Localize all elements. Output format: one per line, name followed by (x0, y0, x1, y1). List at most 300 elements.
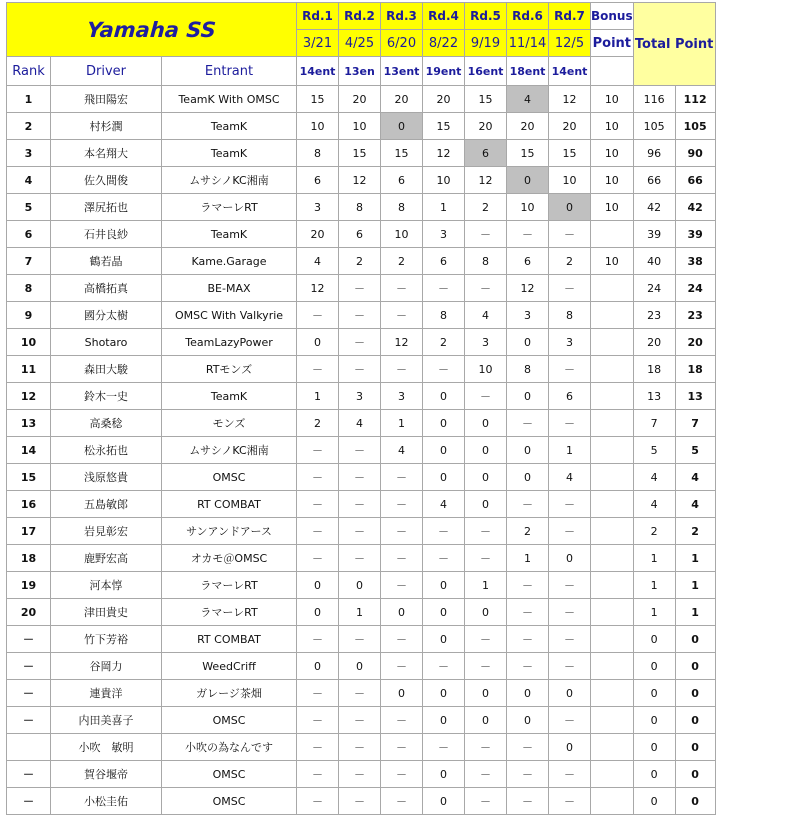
bonus-cell: 10 (591, 86, 634, 113)
score-cell: 12 (297, 275, 339, 302)
rank-cell: 3 (7, 140, 51, 167)
score-cell: － (297, 626, 339, 653)
score-cell: 6 (507, 248, 549, 275)
score-cell: － (297, 491, 339, 518)
driver-cell: 津田貴史 (51, 599, 162, 626)
score-cell: 1 (297, 383, 339, 410)
bonus-cell (591, 653, 634, 680)
score-cell: 0 (549, 194, 591, 221)
gross-total-cell: 0 (633, 626, 675, 653)
score-cell: 4 (339, 410, 381, 437)
round-date: 9/19 (465, 30, 507, 57)
score-cell: 0 (423, 707, 465, 734)
bonus-cell (591, 275, 634, 302)
round-label: Rd.1 (297, 3, 339, 30)
gross-total-cell: 0 (633, 680, 675, 707)
score-cell: － (339, 302, 381, 329)
table-row (7, 464, 716, 491)
gross-total-cell: 96 (633, 140, 675, 167)
score-cell: 4 (549, 464, 591, 491)
score-cell: 0 (297, 653, 339, 680)
table-row (7, 734, 716, 761)
score-cell: 2 (381, 248, 423, 275)
score-cell: 1 (381, 410, 423, 437)
total-point-cell: 20 (675, 329, 715, 356)
score-cell: 10 (297, 113, 339, 140)
score-cell: － (423, 518, 465, 545)
score-cell: － (297, 545, 339, 572)
score-cell: 12 (549, 86, 591, 113)
driver-cell: 連貴洋 (51, 680, 162, 707)
entry-count: 13ent (381, 57, 423, 86)
score-cell: 3 (297, 194, 339, 221)
total-point-cell: 42 (675, 194, 715, 221)
score-cell: 0 (423, 464, 465, 491)
score-cell: 12 (381, 329, 423, 356)
score-cell: － (549, 572, 591, 599)
gross-total-cell: 7 (633, 410, 675, 437)
rank-cell: 11 (7, 356, 51, 383)
score-cell: 12 (465, 167, 507, 194)
score-cell: 8 (339, 194, 381, 221)
bonus-cell: 10 (591, 248, 634, 275)
score-cell: 6 (549, 383, 591, 410)
bonus-cell (591, 599, 634, 626)
score-cell: 6 (339, 221, 381, 248)
entrant-cell: OMSC With Valkyrie (162, 302, 297, 329)
score-cell: － (297, 518, 339, 545)
score-cell: － (381, 626, 423, 653)
total-point-cell: 7 (675, 410, 715, 437)
driver-cell: 鶴若晶 (51, 248, 162, 275)
rank-cell: 15 (7, 464, 51, 491)
table-row (7, 653, 716, 680)
score-cell: － (381, 707, 423, 734)
score-cell: － (423, 275, 465, 302)
total-point-cell: 23 (675, 302, 715, 329)
score-cell: 20 (381, 86, 423, 113)
bonus-cell: 10 (591, 113, 634, 140)
score-cell: － (297, 464, 339, 491)
score-cell: 0 (465, 680, 507, 707)
score-cell: 0 (465, 410, 507, 437)
score-cell: 3 (381, 383, 423, 410)
score-cell: － (507, 626, 549, 653)
entrant-cell: Kame.Garage (162, 248, 297, 275)
score-cell: 3 (423, 221, 465, 248)
entrant-cell: RTモンズ (162, 356, 297, 383)
table-row (7, 410, 716, 437)
total-point-cell: 0 (675, 734, 715, 761)
driver-cell: 竹下芳裕 (51, 626, 162, 653)
gross-total-cell: 18 (633, 356, 675, 383)
entrant-cell: オカモ＠OMSC (162, 545, 297, 572)
score-cell: － (297, 437, 339, 464)
column-header-row (7, 57, 716, 86)
total-point-cell: 66 (675, 167, 715, 194)
driver-cell: 河本惇 (51, 572, 162, 599)
entrant-cell: ラマーレRT (162, 599, 297, 626)
score-cell: 1 (465, 572, 507, 599)
total-point-cell: 1 (675, 599, 715, 626)
rank-cell: 13 (7, 410, 51, 437)
table-row (7, 437, 716, 464)
score-cell: 8 (423, 302, 465, 329)
score-cell: － (507, 761, 549, 788)
score-cell: － (381, 464, 423, 491)
total-point-cell: 18 (675, 356, 715, 383)
driver-header: Driver (51, 57, 162, 86)
total-point-cell: 5 (675, 437, 715, 464)
gross-total-cell: 2 (633, 518, 675, 545)
score-cell: － (423, 653, 465, 680)
score-cell: － (297, 761, 339, 788)
table-row (7, 221, 716, 248)
rank-cell: 7 (7, 248, 51, 275)
score-cell: 0 (423, 680, 465, 707)
score-cell: 20 (549, 113, 591, 140)
bonus-cell (591, 383, 634, 410)
standings-table (6, 2, 716, 815)
score-cell: 3 (549, 329, 591, 356)
score-cell: 2 (465, 194, 507, 221)
score-cell: 10 (507, 194, 549, 221)
score-cell: － (465, 653, 507, 680)
score-cell: － (339, 680, 381, 707)
entrant-cell: ムサシノKC湘南 (162, 437, 297, 464)
total-point-cell: 39 (675, 221, 715, 248)
score-cell: － (381, 788, 423, 815)
driver-cell: 谷岡力 (51, 653, 162, 680)
score-cell: － (423, 545, 465, 572)
total-point-cell: 4 (675, 464, 715, 491)
gross-total-cell: 4 (633, 464, 675, 491)
score-cell: 15 (339, 140, 381, 167)
score-cell: － (549, 356, 591, 383)
score-cell: 0 (423, 410, 465, 437)
rank-cell: － (7, 788, 51, 815)
driver-cell: 賀谷堰帝 (51, 761, 162, 788)
entry-count: 14ent (549, 57, 591, 86)
score-cell: 4 (423, 491, 465, 518)
total-point-cell: 0 (675, 626, 715, 653)
score-cell: － (465, 221, 507, 248)
table-row (7, 707, 716, 734)
bonus-cell (591, 518, 634, 545)
score-cell: － (297, 788, 339, 815)
round-label: Rd.3 (381, 3, 423, 30)
score-cell: 0 (423, 788, 465, 815)
score-cell: 15 (423, 113, 465, 140)
total-point-cell: 1 (675, 545, 715, 572)
series-title-cell (7, 3, 297, 57)
score-cell: 8 (381, 194, 423, 221)
score-cell: 2 (339, 248, 381, 275)
driver-cell: Shotaro (51, 329, 162, 356)
score-cell: － (507, 653, 549, 680)
rank-cell: 2 (7, 113, 51, 140)
score-cell: 10 (423, 167, 465, 194)
score-cell: － (381, 734, 423, 761)
score-cell: 0 (381, 113, 423, 140)
entrant-cell: TeamK With OMSC (162, 86, 297, 113)
table-row (7, 383, 716, 410)
driver-cell: 本名翔大 (51, 140, 162, 167)
entrant-cell: ガレージ茶畑 (162, 680, 297, 707)
score-cell: － (549, 410, 591, 437)
rank-cell: 9 (7, 302, 51, 329)
rank-cell: 10 (7, 329, 51, 356)
score-cell: 0 (423, 383, 465, 410)
rank-cell: 20 (7, 599, 51, 626)
score-cell: － (549, 491, 591, 518)
score-cell: － (507, 572, 549, 599)
score-cell: － (507, 221, 549, 248)
score-cell: 4 (465, 302, 507, 329)
total-point-cell: 2 (675, 518, 715, 545)
table-row (7, 329, 716, 356)
score-cell: － (507, 410, 549, 437)
table-row (7, 518, 716, 545)
driver-cell: 國分太樹 (51, 302, 162, 329)
rank-cell: 18 (7, 545, 51, 572)
score-cell: 20 (423, 86, 465, 113)
round-label: Rd.4 (423, 3, 465, 30)
rank-cell: 12 (7, 383, 51, 410)
total-point-cell: 0 (675, 761, 715, 788)
score-cell: 1 (339, 599, 381, 626)
score-cell: 2 (507, 518, 549, 545)
gross-total-cell: 5 (633, 437, 675, 464)
total-point-cell: 0 (675, 653, 715, 680)
rank-cell: － (7, 626, 51, 653)
driver-cell: 森田大駿 (51, 356, 162, 383)
score-cell: 0 (507, 680, 549, 707)
bonus-cell (591, 734, 634, 761)
bonus-cell (591, 545, 634, 572)
score-cell: 0 (297, 572, 339, 599)
score-cell: － (507, 599, 549, 626)
gross-total-cell: 20 (633, 329, 675, 356)
rank-cell: 17 (7, 518, 51, 545)
round-label: Rd.5 (465, 3, 507, 30)
bonus-header-blank (591, 57, 634, 86)
entrant-header: Entrant (162, 57, 297, 86)
bonus-cell: 10 (591, 167, 634, 194)
entrant-cell: TeamK (162, 140, 297, 167)
bonus-header-bottom: Point (591, 30, 634, 57)
entrant-cell: サンアンドアース (162, 518, 297, 545)
table-row (7, 86, 716, 113)
bonus-cell (591, 626, 634, 653)
entrant-cell: OMSC (162, 761, 297, 788)
entrant-cell: BE-MAX (162, 275, 297, 302)
score-cell: 6 (297, 167, 339, 194)
entrant-cell: TeamK (162, 221, 297, 248)
entry-count: 14ent (297, 57, 339, 86)
table-row (7, 275, 716, 302)
score-cell: － (339, 734, 381, 761)
score-cell: － (465, 383, 507, 410)
score-cell: － (381, 545, 423, 572)
score-cell: － (549, 761, 591, 788)
score-cell: － (339, 437, 381, 464)
entrant-cell: RT COMBAT (162, 626, 297, 653)
rank-cell: 14 (7, 437, 51, 464)
score-cell: 1 (423, 194, 465, 221)
score-cell: 8 (549, 302, 591, 329)
score-cell: － (297, 680, 339, 707)
score-cell: － (339, 761, 381, 788)
score-cell: － (339, 626, 381, 653)
score-cell: 0 (507, 464, 549, 491)
round-date: 3/21 (297, 30, 339, 57)
score-cell: 0 (507, 383, 549, 410)
total-point-cell: 0 (675, 707, 715, 734)
driver-cell: 佐久間俊 (51, 167, 162, 194)
table-row (7, 248, 716, 275)
table-row (7, 302, 716, 329)
total-point-cell: 105 (675, 113, 715, 140)
gross-total-cell: 66 (633, 167, 675, 194)
rank-cell: 4 (7, 167, 51, 194)
score-cell: － (549, 518, 591, 545)
table-row (7, 545, 716, 572)
gross-total-cell: 42 (633, 194, 675, 221)
score-cell: 0 (465, 707, 507, 734)
score-cell: 6 (381, 167, 423, 194)
rank-cell: 6 (7, 221, 51, 248)
score-cell: － (423, 734, 465, 761)
score-cell: 4 (297, 248, 339, 275)
gross-total-cell: 116 (633, 86, 675, 113)
score-cell: 0 (465, 464, 507, 491)
gross-total-cell: 24 (633, 275, 675, 302)
score-cell: － (381, 518, 423, 545)
score-cell: － (339, 545, 381, 572)
table-row (7, 113, 716, 140)
score-cell: － (381, 572, 423, 599)
score-cell: 0 (423, 599, 465, 626)
score-cell: 0 (339, 653, 381, 680)
score-cell: － (507, 734, 549, 761)
round-date: 11/14 (507, 30, 549, 57)
score-cell: 0 (297, 599, 339, 626)
score-cell: 20 (339, 86, 381, 113)
entry-count: 18ent (507, 57, 549, 86)
driver-cell: 飛田陽宏 (51, 86, 162, 113)
score-cell: 2 (423, 329, 465, 356)
table-row (7, 788, 716, 815)
score-cell: 10 (381, 221, 423, 248)
series-title: Yamaha SS (86, 17, 217, 42)
total-point-header: Total Point (633, 3, 715, 86)
total-point-cell: 13 (675, 383, 715, 410)
score-cell: 0 (507, 167, 549, 194)
gross-total-cell: 0 (633, 707, 675, 734)
rank-cell: － (7, 761, 51, 788)
score-cell: 8 (297, 140, 339, 167)
score-cell: － (381, 275, 423, 302)
total-point-cell: 112 (675, 86, 715, 113)
round-date: 4/25 (339, 30, 381, 57)
score-cell: － (381, 302, 423, 329)
rank-cell: 5 (7, 194, 51, 221)
score-cell: － (549, 626, 591, 653)
round-date: 6/20 (381, 30, 423, 57)
driver-cell: 高桑稔 (51, 410, 162, 437)
score-cell: － (297, 302, 339, 329)
bonus-header-top: Bonus (591, 3, 634, 30)
entry-count: 19ent (423, 57, 465, 86)
table-row (7, 194, 716, 221)
score-cell: － (339, 329, 381, 356)
bonus-cell (591, 410, 634, 437)
total-point-cell: 4 (675, 491, 715, 518)
score-cell: 6 (423, 248, 465, 275)
score-cell: － (549, 275, 591, 302)
score-cell: － (381, 761, 423, 788)
score-cell: 0 (339, 572, 381, 599)
round-date: 12/5 (549, 30, 591, 57)
table-row (7, 761, 716, 788)
score-cell: － (423, 356, 465, 383)
score-cell: 0 (381, 599, 423, 626)
score-cell: 10 (465, 356, 507, 383)
score-cell: 0 (507, 437, 549, 464)
score-cell: － (549, 653, 591, 680)
bonus-cell (591, 680, 634, 707)
score-cell: 4 (507, 86, 549, 113)
score-cell: － (465, 626, 507, 653)
bonus-cell (591, 329, 634, 356)
round-label: Rd.2 (339, 3, 381, 30)
gross-total-cell: 4 (633, 491, 675, 518)
score-cell: － (381, 491, 423, 518)
entry-count: 16ent (465, 57, 507, 86)
score-cell: － (339, 788, 381, 815)
score-cell: 10 (339, 113, 381, 140)
score-cell: 2 (549, 248, 591, 275)
bonus-cell (591, 761, 634, 788)
score-cell: 0 (507, 329, 549, 356)
gross-total-cell: 0 (633, 761, 675, 788)
total-point-cell: 24 (675, 275, 715, 302)
entrant-cell: TeamK (162, 113, 297, 140)
score-cell: － (297, 707, 339, 734)
score-cell: － (297, 356, 339, 383)
total-point-cell: 1 (675, 572, 715, 599)
entrant-cell: ムサシノKC湘南 (162, 167, 297, 194)
score-cell: 0 (423, 437, 465, 464)
table-row (7, 626, 716, 653)
entrant-cell: ラマーレRT (162, 572, 297, 599)
score-cell: － (465, 275, 507, 302)
score-cell: 15 (465, 86, 507, 113)
score-cell: 4 (381, 437, 423, 464)
score-cell: － (465, 734, 507, 761)
score-cell: － (549, 788, 591, 815)
entrant-cell: OMSC (162, 464, 297, 491)
table-row (7, 140, 716, 167)
score-cell: － (465, 545, 507, 572)
rank-cell (7, 734, 51, 761)
round-label: Rd.6 (507, 3, 549, 30)
gross-total-cell: 1 (633, 572, 675, 599)
rank-cell: 19 (7, 572, 51, 599)
score-cell: 15 (549, 140, 591, 167)
score-cell: 0 (549, 734, 591, 761)
